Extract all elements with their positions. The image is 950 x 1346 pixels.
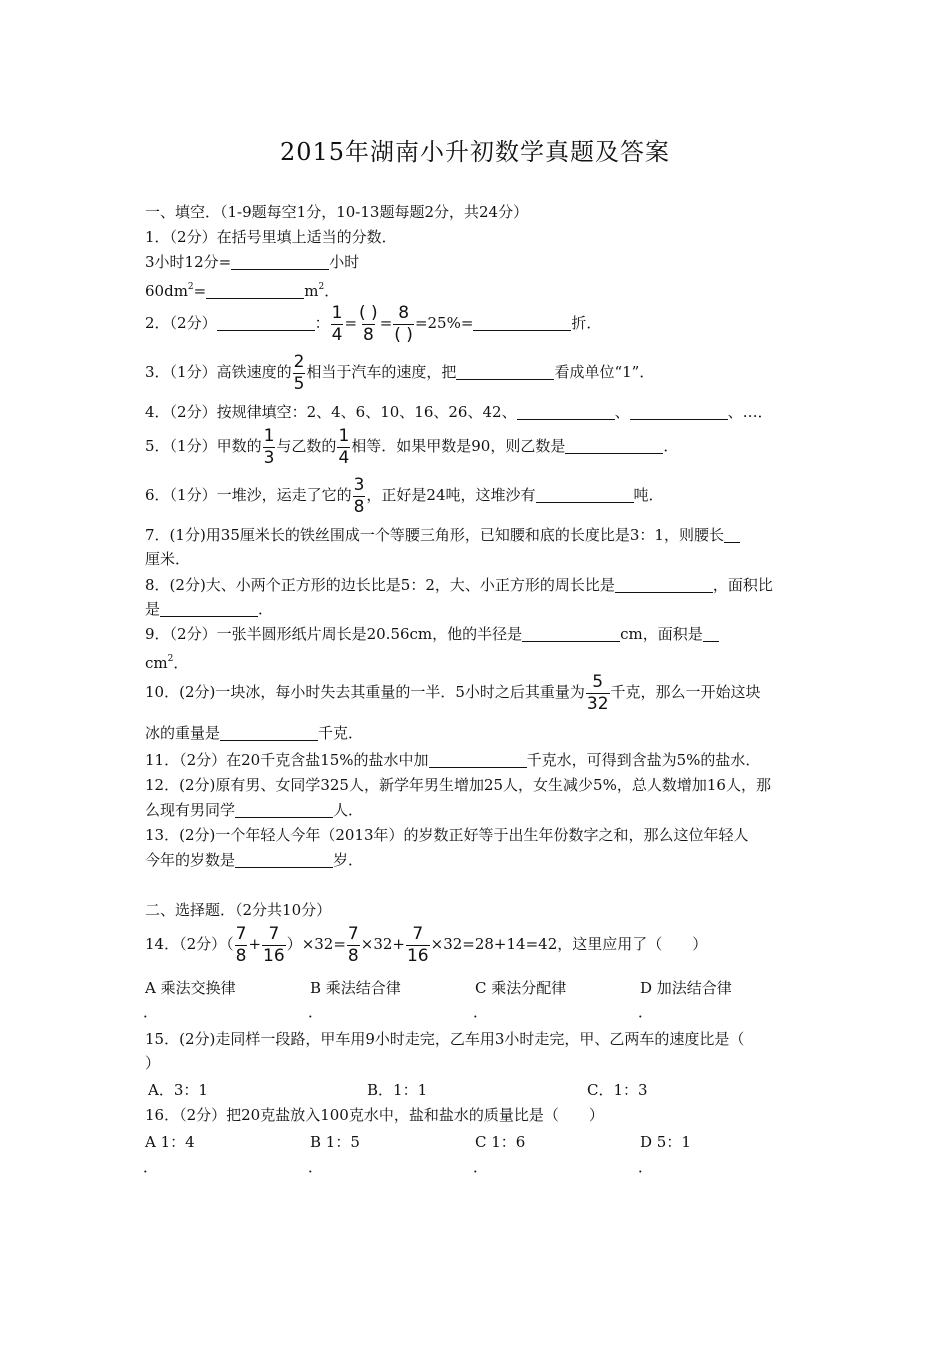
q12-line2-pre: 么现有男同学 [145, 801, 236, 819]
q14-dot-a: ． [143, 1003, 159, 1021]
q3-frac [293, 353, 306, 394]
q1-line-b [145, 277, 339, 301]
q3-post: 看成单位“1”． [554, 363, 655, 381]
q9-pre: 9．（2分）一张半圆形纸片周长是20.56cm，他的半径是 [145, 625, 523, 643]
q10-line2 [145, 723, 363, 743]
q2-f2-num: ( ) [359, 302, 378, 323]
q12-blank[interactable] [235, 801, 333, 818]
q4-post: 、…． [727, 403, 773, 421]
q14-f4-num: 7 [412, 923, 424, 944]
q5-line [145, 426, 678, 468]
q2-f3-den: ( ) [394, 324, 413, 345]
q6-blank[interactable] [536, 486, 634, 503]
q14-line [145, 924, 707, 966]
q9-line1 [145, 624, 719, 644]
q8-line1 [145, 575, 773, 595]
q16-dot-a: ． [143, 1158, 159, 1176]
q6-f-den: 8 [353, 496, 365, 517]
page-title: 2015年湖南小升初数学真题及答案 [279, 138, 671, 166]
q5-f2-den: 4 [338, 447, 350, 468]
q6-pre: 6．（1分）一堆沙，运走了它的 [145, 486, 352, 504]
q10-blank[interactable] [220, 724, 318, 741]
q14-frac-4 [406, 925, 430, 966]
q16-dot-d: ． [638, 1158, 654, 1176]
q13-line2-post: 岁． [333, 851, 364, 869]
q4-blank-1[interactable] [517, 403, 615, 420]
q16-option-b[interactable]: B 1：5 [310, 1133, 360, 1151]
q9-sup: 2 [167, 654, 174, 664]
q1-a-blank[interactable] [231, 253, 329, 270]
q14-option-d[interactable]: D 加法结合律 [640, 979, 732, 997]
q14-mid2: ×32+ [360, 935, 405, 953]
q11-line [145, 750, 760, 770]
q6-line [145, 475, 664, 517]
q8-line2-post: ． [258, 600, 274, 618]
q5-mid: 与乙数的 [276, 437, 337, 455]
q5-f1-den: 3 [263, 447, 275, 468]
q13-line1: 13．(2分)一个年轻人今年（2013年）的岁数正好等于出生年份数字之和，那么这位年轻人 [145, 826, 749, 844]
q3-blank[interactable] [456, 363, 554, 380]
q10-frac [586, 673, 610, 714]
q7-text: 7．(1分)用35厘米长的铁丝围成一个等腰三角形，已知腰和底的长度比是3：1，则腰长 [145, 526, 724, 544]
q10-f-den: 32 [586, 693, 609, 714]
q6-post: 吨． [633, 486, 664, 504]
q14-f2-den: 16 [263, 945, 285, 966]
q15-line2: ） [145, 1054, 161, 1072]
q1-b-mid: = [193, 282, 207, 300]
q2-mid: =25%= [414, 314, 474, 332]
q7-line1 [145, 525, 740, 545]
q14-f4-den: 16 [406, 945, 429, 966]
q15-option-a[interactable]: A．3：1 [148, 1081, 208, 1099]
section2-heading: 二、选择题．（2分共10分） [145, 901, 332, 919]
q3-pre: 3．（1分）高铁速度的 [145, 363, 292, 381]
q14-f3-num: 7 [347, 923, 359, 944]
q12-line1: 12．(2分)原有男、女同学325人，新学年男生增加25人，女生减少5%，总人数增加16人，那 [145, 776, 771, 794]
section1-heading: 一、填空．（1-9题每空1分，10-13题每题2分，共24分） [145, 203, 529, 221]
q14-f3-den: 8 [347, 945, 359, 966]
q14-post: ×32=28+14=42，这里应用了（ ） [430, 935, 708, 953]
q2-colon: ： [314, 314, 330, 332]
q4-pre: 4．（2分）按规律填空：2、4、6、10、16、26、42、 [145, 403, 517, 421]
q14-f1-num: 7 [235, 923, 247, 944]
q11-blank[interactable] [429, 751, 527, 768]
q2-frac-2 [358, 304, 379, 345]
q1-a-pre: 3小时12分= [145, 253, 232, 271]
q1-a-post: 小时 [329, 253, 360, 271]
q2-line [145, 303, 601, 345]
q2-post: 折． [571, 314, 602, 332]
q14-dot-c: ． [473, 1003, 489, 1021]
q5-f1-num: 1 [263, 425, 275, 446]
q2-blank-2[interactable] [473, 314, 571, 331]
q14-option-c[interactable]: C 乘法分配律 [475, 979, 567, 997]
q3-line [145, 352, 654, 394]
q15-option-c[interactable]: C．1：3 [587, 1081, 648, 1099]
q15-line1: 15．(2分)走同样一段路，甲车用9小时走完，乙车用3小时走完，甲、乙两车的速度比是（ [145, 1030, 745, 1048]
q2-pre: 2．（2分） [145, 314, 217, 332]
q1-b-post: m [304, 282, 319, 300]
q2-eq-2: = [379, 314, 393, 332]
q11-pre: 11．（2分）在20千克含盐15%的盐水中加 [145, 751, 429, 769]
q9-blank-2[interactable] [703, 625, 719, 642]
q6-f-num: 3 [353, 474, 365, 495]
q14-f2-num: 7 [268, 923, 280, 944]
q5-frac-1 [263, 427, 276, 468]
q14-plus: + [248, 935, 262, 953]
q10-post: 千克，那么一开始这块 [610, 683, 761, 701]
q10-f-num: 5 [592, 671, 604, 692]
q5-pre: 5．（1分）甲数的 [145, 437, 262, 455]
q16-dot-b: ． [308, 1158, 324, 1176]
q1-text: 1．（2分）在括号里填上适当的分数． [145, 228, 397, 246]
q13-line2 [145, 850, 363, 870]
q5-end: ． [663, 437, 679, 455]
q10-pre: 10．(2分)一块冰，每小时失去其重量的一半．5小时之后其重量为 [145, 683, 585, 701]
q14-pre: 14．（2分）（ [145, 935, 234, 953]
q2-f2-den: 8 [362, 324, 374, 345]
q8-line2 [145, 599, 273, 619]
q1-b-sup2: 2 [318, 282, 325, 292]
q8-line2-pre: 是 [145, 600, 161, 618]
q1-b-blank[interactable] [206, 282, 304, 299]
q7-blank[interactable] [724, 526, 740, 543]
q13-blank[interactable] [235, 851, 333, 868]
q1-line-a [145, 252, 359, 272]
q12-line2-post: 人． [333, 801, 364, 819]
q6-mid: ，正好是24吨，这堆沙有 [366, 486, 536, 504]
q5-post: 相等．如果甲数是90，则乙数是 [351, 437, 566, 455]
q14-dot-b: ． [308, 1003, 324, 1021]
q16-option-a[interactable]: A 1：4 [145, 1133, 195, 1151]
q16-dot-c: ． [473, 1158, 489, 1176]
q16-text: 16．（2分）把20克盐放入100克水中，盐和盐水的质量比是（ ） [145, 1106, 604, 1124]
q14-frac-1 [235, 925, 248, 966]
q4-sep: 、 [614, 403, 630, 421]
q13-line2-pre: 今年的岁数是 [145, 851, 236, 869]
q14-option-a[interactable]: A 乘法交换律 [145, 979, 236, 997]
q5-frac-2 [337, 427, 350, 468]
q1-b-end: ． [324, 282, 340, 300]
q3-f-den: 5 [293, 373, 305, 394]
q9-unit: cm [145, 654, 168, 672]
q9-end: ． [173, 654, 189, 672]
q2-frac-3 [393, 304, 414, 345]
q2-f3-num: 8 [398, 302, 410, 323]
q10-line1 [145, 672, 761, 714]
q9-line2 [145, 649, 188, 673]
q3-mid: 相当于汽车的速度，把 [306, 363, 457, 381]
q9-mid: cm，面积是 [620, 625, 703, 643]
q4-line [145, 402, 773, 422]
q10-line2-pre: 冰的重量是 [145, 724, 221, 742]
q10-line2-post: 千克． [318, 724, 364, 742]
q5-blank[interactable] [565, 437, 663, 454]
q1-b-sup: 2 [187, 282, 194, 292]
q14-dot-d: ． [638, 1003, 654, 1021]
q2-f1-den: 4 [331, 324, 343, 345]
q8-blank-2[interactable] [160, 600, 258, 617]
q2-frac-1 [331, 304, 344, 345]
q1-b-pre: 60dm [145, 282, 188, 300]
q3-f-num: 2 [293, 351, 305, 372]
q16-option-d[interactable]: D 5：1 [640, 1133, 691, 1151]
q15-option-b[interactable]: B．1：1 [367, 1081, 428, 1099]
q5-f2-num: 1 [338, 425, 350, 446]
q8-pre: 8．(2分)大、小两个正方形的边长比是5：2，大、小正方形的周长比是 [145, 576, 615, 594]
q16-option-c[interactable]: C 1：6 [475, 1133, 526, 1151]
q2-blank-1[interactable] [217, 314, 315, 331]
q6-frac [353, 476, 366, 517]
q12-line2 [145, 800, 363, 820]
q8-blank-1[interactable] [615, 576, 713, 593]
q14-f1-den: 8 [235, 945, 247, 966]
q8-post: ，面积比 [712, 576, 773, 594]
q2-f1-num: 1 [331, 302, 343, 323]
q14-frac-2 [262, 925, 286, 966]
q11-post: 千克水，可得到含盐为5%的盐水． [526, 751, 761, 769]
q2-eq-1: = [344, 314, 358, 332]
q14-frac-3 [347, 925, 360, 966]
q4-blank-2[interactable] [630, 403, 728, 420]
q9-blank-1[interactable] [522, 625, 620, 642]
q14-option-b[interactable]: B 乘法结合律 [310, 979, 401, 997]
q14-mid1: ）×32= [286, 935, 346, 953]
q7-line2: 厘米． [145, 550, 191, 568]
